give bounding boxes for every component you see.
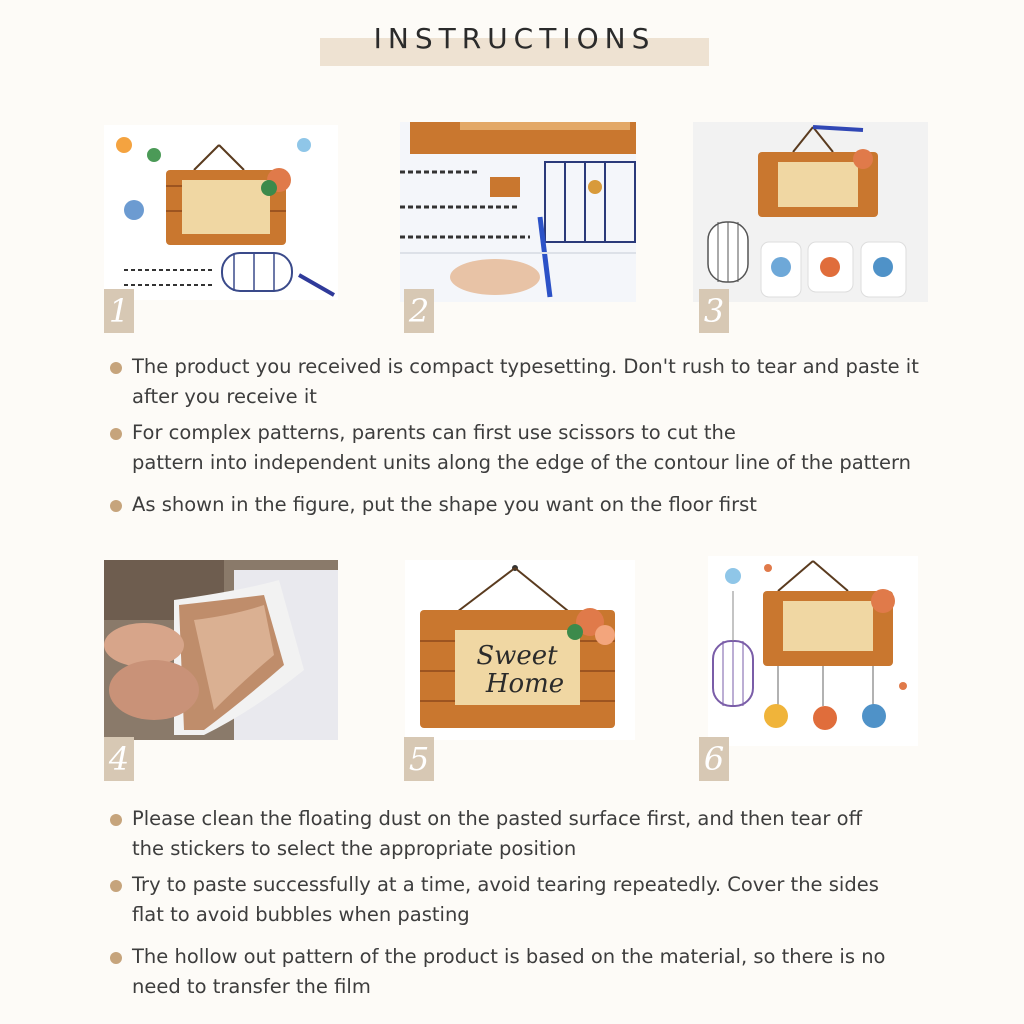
step-number-4: 4 [104,737,134,781]
step-number-1: 1 [104,289,134,333]
step-number-6: 6 [699,737,729,781]
list-item-line: The product you received is compact typesetting. Don't rush to tear and paste it [132,355,919,378]
step-number-5: 5 [404,737,434,781]
step-2-image [400,122,636,302]
step-number-3: 3 [699,289,729,333]
list-item-line: As shown in the figure, put the shape you want on the floor first [132,493,757,516]
list-item-line: the stickers to select the appropriate position [132,837,577,860]
step-3-image [693,122,928,302]
step-4-image [104,560,338,740]
list-item [110,490,932,520]
list-item-line: Please clean the floating dust on the pasted surface first, and then tear off [132,807,863,830]
step-6-image [708,556,918,746]
bullet-dot-icon [110,814,122,826]
step-number-2: 2 [404,289,434,333]
bullet-dot-icon [110,952,122,964]
step-1-image [104,125,338,300]
step-5-image [405,560,635,740]
list-item-line: need to transfer the film [132,975,371,998]
list-item-line: flat to avoid bubbles when pasting [132,903,470,926]
list-item [110,352,932,412]
list-item [110,942,932,1002]
list-item-line: pattern into independent units along the edge of the contour line of the pattern [132,451,911,474]
list-item [110,418,932,478]
list-item [110,804,932,864]
bullet-dot-icon [110,880,122,892]
list-item-line: For complex patterns, parents can first use scissors to cut the [132,421,736,444]
bullet-dot-icon [110,362,122,374]
sign-text-home: Home [485,669,565,699]
list-item-line: after you receive it [132,385,317,408]
page-title: INSTRUCTIONS [373,22,656,55]
list-item-line: Try to paste successfully at a time, avoid tearing repeatedly. Cover the sides [132,873,879,896]
list-item-line: The hollow out pattern of the product is based on the material, so there is no [132,945,886,968]
bullet-dot-icon [110,428,122,440]
bullet-dot-icon [110,500,122,512]
sign-text-sweet: Sweet [476,641,558,671]
list-item [110,870,932,930]
